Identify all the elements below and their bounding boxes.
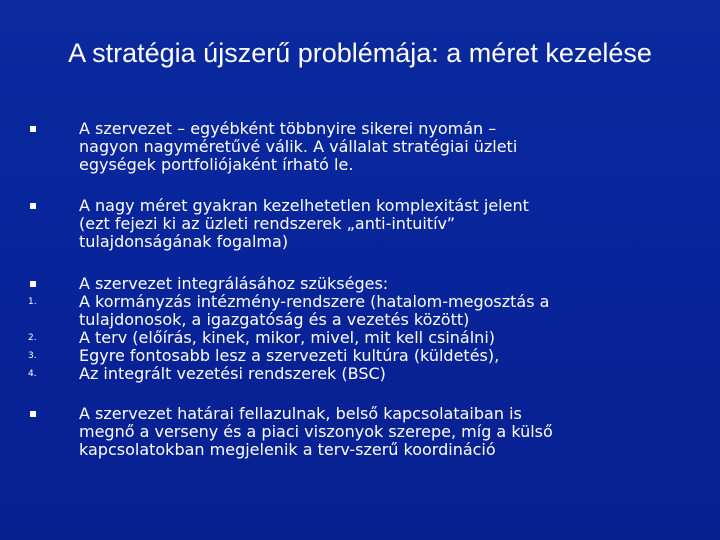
- numbered-item-4: [28, 365, 698, 383]
- numbered-item-3: [28, 347, 698, 365]
- square-bullet-icon: [30, 203, 36, 209]
- list-number: 2.: [28, 333, 37, 343]
- text-line: tulajdonságának fogalma): [79, 232, 289, 251]
- text-line: A terv (előírás, kinek, mikor, mivel, mit kell csinálni): [79, 328, 495, 347]
- bullet-item-3: [28, 275, 698, 293]
- text-line: nagyon nagyméretűvé válik. A vállalat stratégiai üzleti: [79, 137, 518, 156]
- numbered-text-2: [79, 329, 698, 347]
- text-line: megnő a verseny és a piaci viszonyok szerepe, míg a külső: [79, 422, 553, 441]
- bullet-item-1: [28, 120, 698, 174]
- text-line: A nagy méret gyakran kezelhetetlen komplexitást jelent: [79, 196, 529, 215]
- bullet-list: [28, 120, 698, 459]
- list-number: 4.: [28, 369, 37, 379]
- square-bullet-icon: [30, 281, 36, 287]
- text-line: egységek portfoliójaként írható le.: [79, 155, 354, 174]
- text-line: Egyre fontosabb lesz a szervezeti kultúra (küldetés),: [79, 346, 500, 365]
- bullet-item-4: [28, 405, 698, 459]
- bullet-item-2: [28, 197, 698, 251]
- slide-title: A stratégia újszerű problémája: a méret kezelése: [68, 38, 652, 68]
- square-bullet-icon: [30, 411, 36, 417]
- text-line: Az integrált vezetési rendszerek (BSC): [79, 364, 386, 383]
- numbered-text-4: [79, 365, 698, 383]
- text-line: A szervezet integrálásához szükséges:: [79, 274, 389, 293]
- numbered-item-1: [28, 293, 698, 329]
- numbered-item-2: [28, 329, 698, 347]
- list-number: 1.: [28, 297, 37, 307]
- square-bullet-icon: [30, 126, 36, 132]
- text-line: A szervezet határai fellazulnak, belső kapcsolataiban is: [79, 404, 522, 423]
- bullet-text-1: [79, 120, 698, 174]
- numbered-text-3: [79, 347, 698, 365]
- bullet-text-2: [79, 197, 698, 251]
- bullet-text-4: [79, 405, 698, 459]
- text-line: (ezt fejezi ki az üzleti rendszerek „anti-intuitív”: [79, 214, 455, 233]
- list-number: 3.: [28, 351, 37, 361]
- bullet-text-3: [79, 275, 698, 293]
- numbered-text-1: [79, 293, 698, 329]
- text-line: A kormányzás intézmény-rendszere (hatalom-megosztás a: [79, 292, 550, 311]
- text-line: A szervezet – egyébként többnyire sikerei nyomán –: [79, 119, 497, 138]
- text-line: tulajdonosok, a igazgatóság és a vezetés között): [79, 310, 470, 329]
- text-line: kapcsolatokban megjelenik a terv-szerű koordináció: [79, 440, 496, 459]
